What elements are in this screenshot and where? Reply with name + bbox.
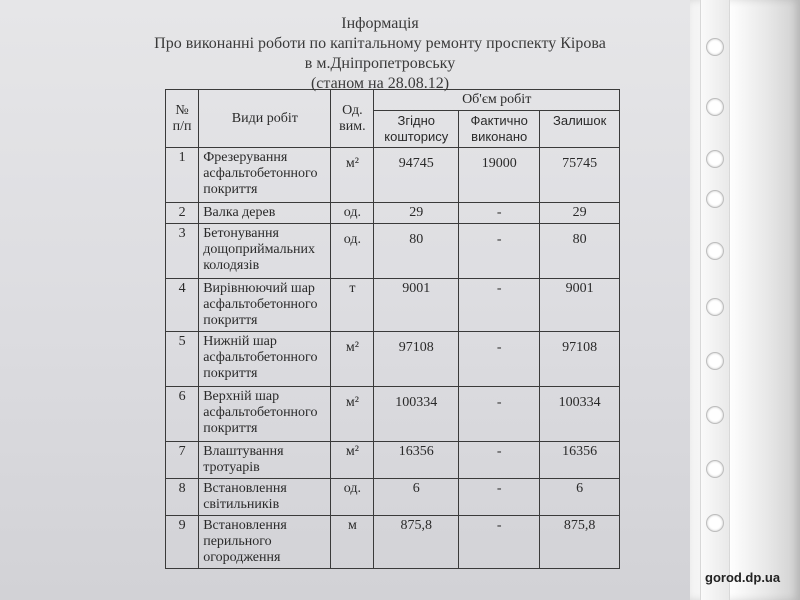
table-row (166, 332, 620, 387)
document-subtitle: Про виконанні роботи по капітальному ремонту проспекту Кірова (154, 35, 606, 52)
punch-hole (706, 98, 724, 116)
punch-hole (706, 38, 724, 56)
row-work: Верхній шар асфальтобетонного покриття (199, 387, 331, 442)
header-volume: Об'єм робіт (374, 90, 620, 111)
row-done: 19000 (459, 148, 540, 203)
row-unit: м² (331, 442, 374, 479)
header-rest: Залишок (540, 111, 620, 148)
row-done: - (459, 279, 540, 332)
row-work: Вирівнюючий шар асфальтобетонного покриття (199, 279, 331, 332)
row-plan: 29 (374, 203, 459, 224)
row-work: Нижній шар асфальтобетонного покриття (199, 332, 331, 387)
row-unit: м² (331, 332, 374, 387)
table-row (166, 203, 620, 224)
punch-hole (706, 352, 724, 370)
row-plan: 875,8 (374, 516, 459, 569)
row-rest: 875,8 (540, 516, 620, 569)
table-row (166, 148, 620, 203)
works-table (165, 89, 620, 569)
table-row (166, 479, 620, 516)
row-rest: 97108 (540, 332, 620, 387)
document-date: (станом на 28.08.12) (310, 75, 450, 92)
site-watermark: gorod.dp.ua (705, 570, 781, 585)
row-work: Встановлення світильників (199, 479, 331, 516)
row-work: Влаштування тротуарів (199, 442, 331, 479)
punch-hole (706, 242, 724, 260)
row-rest: 75745 (540, 148, 620, 203)
row-unit: м (331, 516, 374, 569)
header-num: № п/п (166, 90, 199, 148)
row-work: Бетонування дощоприймальних колодязів (199, 224, 331, 279)
table-row (166, 442, 620, 479)
row-work: Встановлення перильного огородження (199, 516, 331, 569)
header-done: Фактично виконано (459, 111, 540, 148)
row-unit: м² (331, 148, 374, 203)
header-plan: Згідно кошторису (374, 111, 459, 148)
row-num: 2 (166, 203, 199, 224)
row-num: 5 (166, 332, 199, 387)
row-plan: 16356 (374, 442, 459, 479)
header-unit: Од. вим. (331, 90, 374, 148)
row-done: - (459, 332, 540, 387)
row-plan: 100334 (374, 387, 459, 442)
table-row (166, 516, 620, 569)
row-unit: од. (331, 203, 374, 224)
row-done: - (459, 203, 540, 224)
row-rest: 6 (540, 479, 620, 516)
row-done: - (459, 442, 540, 479)
row-num: 1 (166, 148, 199, 203)
row-rest: 16356 (540, 442, 620, 479)
row-rest: 9001 (540, 279, 620, 332)
table-header-row (166, 90, 620, 111)
row-work: Фрезерування асфальтобетонного покриття (199, 148, 331, 203)
document-title: Інформація (341, 15, 419, 32)
row-unit: од. (331, 479, 374, 516)
document-city: в м.Дніпропетровську (304, 55, 456, 72)
row-unit: м² (331, 387, 374, 442)
row-num: 7 (166, 442, 199, 479)
punch-hole (706, 150, 724, 168)
table-row (166, 224, 620, 279)
punch-hole (706, 190, 724, 208)
row-rest: 100334 (540, 387, 620, 442)
row-done: - (459, 516, 540, 569)
row-unit: т (331, 279, 374, 332)
row-rest: 29 (540, 203, 620, 224)
row-unit: од. (331, 224, 374, 279)
punch-hole (706, 514, 724, 532)
row-num: 6 (166, 387, 199, 442)
table-row (166, 387, 620, 442)
row-done: - (459, 387, 540, 442)
row-num: 4 (166, 279, 199, 332)
row-plan: 6 (374, 479, 459, 516)
row-plan: 80 (374, 224, 459, 279)
punch-hole (706, 460, 724, 478)
punch-hole (706, 298, 724, 316)
row-plan: 9001 (374, 279, 459, 332)
row-rest: 80 (540, 224, 620, 279)
row-num: 8 (166, 479, 199, 516)
row-work: Валка дерев (199, 203, 331, 224)
row-plan: 94745 (374, 148, 459, 203)
row-plan: 97108 (374, 332, 459, 387)
row-num: 3 (166, 224, 199, 279)
table-row (166, 279, 620, 332)
header-work: Види робіт (199, 90, 331, 148)
punch-hole (706, 406, 724, 424)
row-num: 9 (166, 516, 199, 569)
row-done: - (459, 224, 540, 279)
row-done: - (459, 479, 540, 516)
